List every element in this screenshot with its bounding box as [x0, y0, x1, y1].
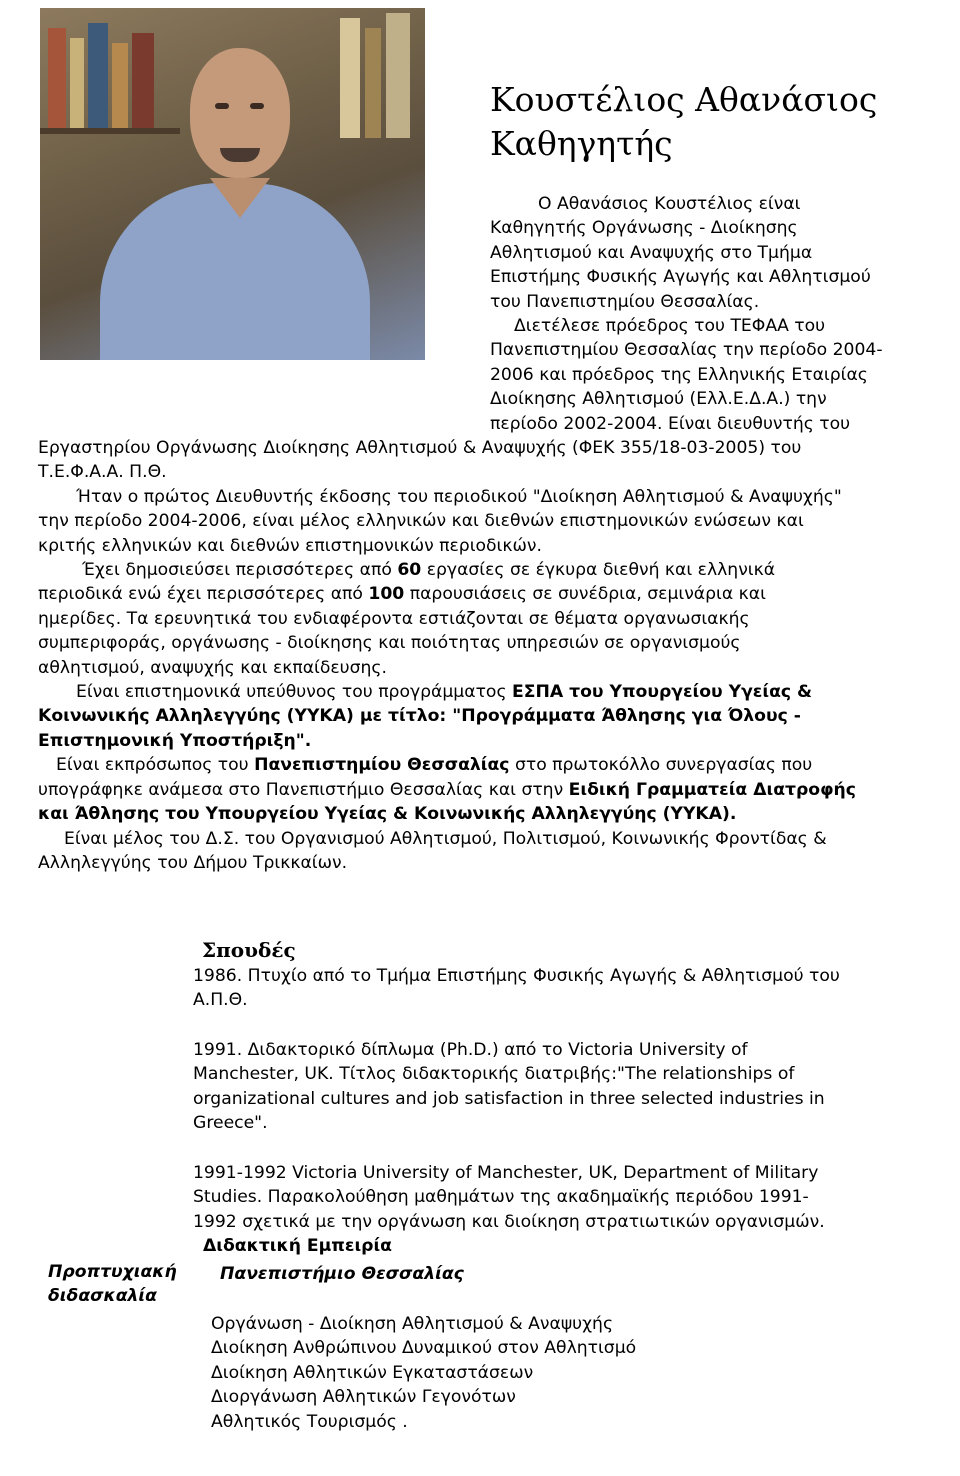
person-rank: Καθηγητής: [490, 124, 673, 163]
study-entry: [193, 1038, 893, 1136]
person-name: Κουστέλιος Αθανάσιος: [490, 80, 878, 119]
text-bold: Ειδική Γραμματεία Διατροφής: [568, 779, 856, 800]
bio-line: Πανεπιστημίου Θεσσαλίας την περίοδο 2004-: [490, 340, 883, 361]
bio-line: Τ.Ε.Φ.Α.Α. Π.Θ.: [38, 462, 167, 483]
bio-line: [38, 680, 928, 704]
study-line: Studies. Παρακολούθηση μαθημάτων της ακαδημαϊκής περιόδου 1991-: [193, 1187, 809, 1208]
study-line: Manchester, UK. Τίτλος διδακτορικής διατριβής:"The relationships of: [193, 1064, 795, 1085]
text: Έχει δημοσιεύσει περισσότερες από: [82, 560, 398, 581]
bio-line: Διοίκησης Αθλητισμού (Ελλ.Ε.Δ.Α.) την: [490, 389, 827, 410]
bio-full: [38, 436, 928, 875]
course-item: Διοίκηση Αθλητικών Εγκαταστάσεων: [211, 1362, 534, 1383]
study-line: 1991. Διδακτορικό δίπλωμα (Ph.D.) από το Victoria University of: [193, 1040, 748, 1060]
study-line: Greece".: [193, 1113, 268, 1134]
study-line: 1992 σχετικά με την οργάνωση και διοίκηση στρατιωτικών οργανισμών.: [193, 1211, 825, 1232]
study-entry: [193, 1161, 893, 1234]
text: παρουσιάσεις σε συνέδρια, σεμινάρια και: [404, 584, 766, 605]
bio-line: Καθηγητής Οργάνωσης - Διοίκησης: [490, 218, 798, 239]
bio-line: Αλληλεγγύης του Δήμου Τρικκαίων.: [38, 852, 348, 873]
studies-heading: Σπουδές: [202, 938, 296, 962]
text: στο πρωτοκόλλο συνεργασίας που: [509, 755, 813, 776]
bio-line: Κοινωνικής Αλληλεγγύης (ΥΥΚΑ) με τίτλο: "Προγράμματα Άθλησης για Όλους -: [38, 706, 801, 727]
bio-line: Αθλητισμού και Αναψυχής στο Τμήμα: [490, 242, 813, 263]
book: [340, 18, 360, 138]
book: [88, 23, 108, 128]
eye: [215, 103, 229, 109]
bio-line: [38, 582, 928, 606]
book: [365, 28, 381, 138]
text: υπογράφηκε ανάμεσα στο Πανεπιστήμιο Θεσσαλίας και στην: [38, 779, 569, 800]
course-item: Αθλητικός Τουρισμός .: [211, 1411, 408, 1432]
text-bold: ΕΣΠΑ του Υπουργείου Υγείας &: [512, 682, 813, 703]
bio-line: [38, 558, 928, 582]
bio-line: ημερίδες. Τα ερευνητικά του ενδιαφέροντα εστιάζονται σε θέματα οργανωσιακής: [38, 608, 750, 629]
study-line: Α.Π.Θ.: [193, 990, 248, 1011]
bio-line: [38, 778, 928, 802]
bio-line: Είναι μέλος του Δ.Σ. του Οργανισμού Αθλητισμού, Πολιτισμού, Κοινωνικής Φροντίδας &: [64, 828, 827, 849]
study-line: 1991-1992 Victoria University of Manchester, UK, Department of Military: [193, 1163, 819, 1183]
text: Είναι επιστημονικά υπεύθυνος του προγράμματος: [76, 682, 512, 703]
book: [48, 28, 66, 128]
book: [386, 13, 410, 138]
text: Είναι εκπρόσωπος του: [56, 755, 255, 776]
undergrad-label: [48, 1260, 198, 1309]
eye: [250, 103, 264, 109]
course-item: Οργάνωση - Διοίκηση Αθλητισμού & Αναψυχής: [211, 1314, 614, 1334]
bio-line: αθλητισμού, αναψυχής και εκπαίδευσης.: [38, 657, 387, 678]
number-bold: 100: [368, 584, 405, 605]
course-item: Διοργάνωση Αθλητικών Γεγονότων: [211, 1387, 516, 1408]
shelf: [40, 128, 180, 134]
teaching-heading: Διδακτική Εμπειρία: [203, 1236, 392, 1256]
bio-line: του Πανεπιστημίου Θεσσαλίας.: [490, 291, 760, 312]
label-line: διδασκαλία: [48, 1286, 157, 1307]
bio-line: Ο Αθανάσιος Κουστέλιος είναι: [538, 194, 801, 214]
institution-name: Πανεπιστήμιο Θεσσαλίας: [220, 1264, 464, 1284]
study-line: 1986. Πτυχίο από το Τμήμα Επιστήμης Φυσικής Αγωγής & Αθλητισμού του: [193, 966, 840, 986]
bio-line: [38, 753, 928, 777]
book: [112, 43, 128, 128]
bio-column: [490, 192, 930, 436]
bio-line: Διετέλεσε πρόεδρος του ΤΕΦΑΑ του: [514, 316, 826, 337]
study-entry: [193, 964, 893, 1013]
book: [70, 38, 84, 128]
text: εργασίες σε έγκυρα διεθνή και ελληνικά: [421, 560, 776, 581]
portrait-photo: [40, 8, 425, 360]
book: [132, 33, 154, 128]
bio-line: συμπεριφοράς, οργάνωσης - διοίκησης και ποιότητας υπηρεσιών σε οργανισμούς: [38, 633, 741, 654]
number-bold: 60: [397, 560, 422, 581]
bio-line: κριτής ελληνικών και διεθνών επιστημονικών περιοδικών.: [38, 535, 542, 556]
bio-line: και Άθλησης του Υπουργείου Υγείας & Κοινωνικής Αλληλεγγύης (ΥΥΚΑ).: [38, 804, 737, 825]
course-item: Διοίκηση Ανθρώπινου Δυναμικού στον Αθλητισμό: [211, 1338, 637, 1359]
bio-line: 2006 και πρόεδρος της Ελληνικής Εταιρίας: [490, 364, 868, 385]
bio-line: περίοδο 2002-2004. Είναι διευθυντής του: [490, 413, 851, 434]
bio-line: Εργαστηρίου Οργάνωσης Διοίκησης Αθλητισμού & Αναψυχής (ΦΕΚ 355/18-03-2005) του: [38, 438, 802, 458]
text: περιοδικά ενώ έχει περισσότερες από: [38, 584, 369, 605]
course-list: [211, 1312, 636, 1434]
text-bold: Πανεπιστημίου Θεσσαλίας: [254, 755, 510, 776]
label-line: Προπτυχιακή: [48, 1262, 177, 1282]
study-line: organizational cultures and job satisfaction in three selected industries in: [193, 1088, 825, 1109]
bio-line: Ήταν ο πρώτος Διευθυντής έκδοσης του περιοδικού "Διοίκηση Αθλητισμού & Αναψυχής": [76, 486, 842, 507]
bio-line: Επιστήμης Φυσικής Αγωγής και Αθλητισμού: [490, 267, 871, 288]
bio-line: την περίοδο 2004-2006, είναι μέλος ελληνικών και διεθνών επιστημονικών ενώσεων και: [38, 511, 804, 532]
bio-line: Επιστημονική Υποστήριξη".: [38, 730, 312, 751]
profile-header: [490, 78, 877, 166]
